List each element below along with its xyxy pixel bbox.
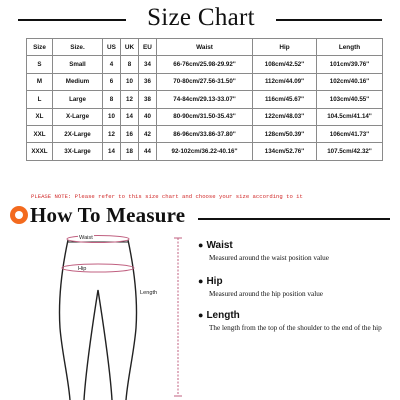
table-cell: 74-84cm/29.13-33.07'' <box>157 91 253 108</box>
table-row <box>27 91 383 108</box>
table-cell: 36 <box>139 73 157 90</box>
column-header: US <box>103 39 121 56</box>
table-cell: 40 <box>139 108 157 125</box>
hip-figure-label: Hip <box>78 266 87 272</box>
table-header-row <box>27 39 383 56</box>
table-cell: 44 <box>139 143 157 160</box>
how-to-measure-title: How To Measure <box>30 203 186 227</box>
table-cell: 18 <box>121 143 139 160</box>
size-chart-header <box>0 4 400 34</box>
size-table <box>26 38 383 161</box>
measure-description: Measured around the waist position value <box>209 254 329 262</box>
length-figure-label: Length <box>140 290 158 296</box>
table-cell: XXL <box>27 125 53 142</box>
header-rule <box>198 218 390 220</box>
hip-measure-line <box>62 264 134 272</box>
table-row <box>27 56 383 73</box>
table-cell: X-Large <box>53 108 103 125</box>
column-header: Size <box>27 39 53 56</box>
table-row <box>27 143 383 160</box>
table-cell: 14 <box>121 108 139 125</box>
measure-item-length <box>198 310 396 334</box>
bullet-icon: ● <box>198 276 204 286</box>
table-cell: 104.5cm/41.14'' <box>317 108 383 125</box>
title-rule-left <box>18 19 126 21</box>
table-cell: 14 <box>103 143 121 160</box>
table-cell: XL <box>27 108 53 125</box>
target-circle-icon <box>10 206 28 224</box>
measure-item-hip <box>198 276 396 300</box>
column-header: Waist <box>157 39 253 56</box>
table-cell: M <box>27 73 53 90</box>
table-cell: 92-102cm/36.22-40.16'' <box>157 143 253 160</box>
measure-heading: Hip <box>206 276 223 287</box>
table-cell: 66-76cm/25.98-29.92'' <box>157 56 253 73</box>
table-cell: 10 <box>121 73 139 90</box>
table-cell: 103cm/40.55'' <box>317 91 383 108</box>
column-header: Length <box>317 39 383 56</box>
pants-measure-figure <box>40 228 200 400</box>
waist-figure-label: Waist <box>79 235 93 241</box>
table-cell: 16 <box>121 125 139 142</box>
table-cell: 8 <box>103 91 121 108</box>
table-cell: XXXL <box>27 143 53 160</box>
table-cell: 80-90cm/31.50-35.43'' <box>157 108 253 125</box>
column-header: Size. <box>53 39 103 56</box>
table-cell: Small <box>53 56 103 73</box>
column-header: UK <box>121 39 139 56</box>
table-cell: 38 <box>139 91 157 108</box>
measure-description: Measured around the hip position value <box>209 290 323 298</box>
table-cell: 6 <box>103 73 121 90</box>
table-cell: 12 <box>121 91 139 108</box>
table-cell: S <box>27 56 53 73</box>
table-cell: 101cm/39.76'' <box>317 56 383 73</box>
pants-right-outer-edge <box>126 240 137 400</box>
measure-heading: Length <box>206 310 240 321</box>
table-cell: 70-80cm/27.56-31.50'' <box>157 73 253 90</box>
table-row <box>27 125 383 142</box>
table-cell: 128cm/50.39'' <box>253 125 317 142</box>
pants-left-outer-edge <box>59 240 70 400</box>
size-note: PLEASE NOTE: Please refer to this size chart and choose your size according to it <box>31 193 303 200</box>
table-cell: 134cm/52.76'' <box>253 143 317 160</box>
bullet-icon: ● <box>198 240 204 250</box>
pants-inseam <box>84 290 112 400</box>
table-cell: 12 <box>103 125 121 142</box>
table-cell: 107.5cm/42.32'' <box>317 143 383 160</box>
measure-description: The length from the top of the shoulder to the end of the hip <box>209 324 382 332</box>
table-cell: 102cm/40.16'' <box>317 73 383 90</box>
measure-heading: Waist <box>206 240 233 251</box>
bullet-icon: ● <box>198 310 204 320</box>
size-chart-title: Size Chart <box>147 4 255 31</box>
table-cell: 112cm/44.09'' <box>253 73 317 90</box>
table-cell: Medium <box>53 73 103 90</box>
table-cell: L <box>27 91 53 108</box>
column-header: EU <box>139 39 157 56</box>
table-cell: 4 <box>103 56 121 73</box>
table-cell: 3X-Large <box>53 143 103 160</box>
table-cell: 34 <box>139 56 157 73</box>
table-cell: 10 <box>103 108 121 125</box>
table-cell: 108cm/42.52'' <box>253 56 317 73</box>
table-cell: 2X-Large <box>53 125 103 142</box>
pants-illustration <box>40 228 200 400</box>
how-to-measure-header <box>10 204 390 228</box>
table-cell: 42 <box>139 125 157 142</box>
table-cell: 106cm/41.73'' <box>317 125 383 142</box>
table-row <box>27 108 383 125</box>
title-rule-right <box>276 19 382 21</box>
column-header: Hip <box>253 39 317 56</box>
table-cell: 116cm/45.67'' <box>253 91 317 108</box>
table-cell: 86-96cm/33.86-37.80'' <box>157 125 253 142</box>
table-row <box>27 73 383 90</box>
measure-item-waist <box>198 240 396 264</box>
table-cell: 8 <box>121 56 139 73</box>
waist-measure-line <box>67 236 129 243</box>
table-cell: Large <box>53 91 103 108</box>
table-cell: 122cm/48.03'' <box>253 108 317 125</box>
